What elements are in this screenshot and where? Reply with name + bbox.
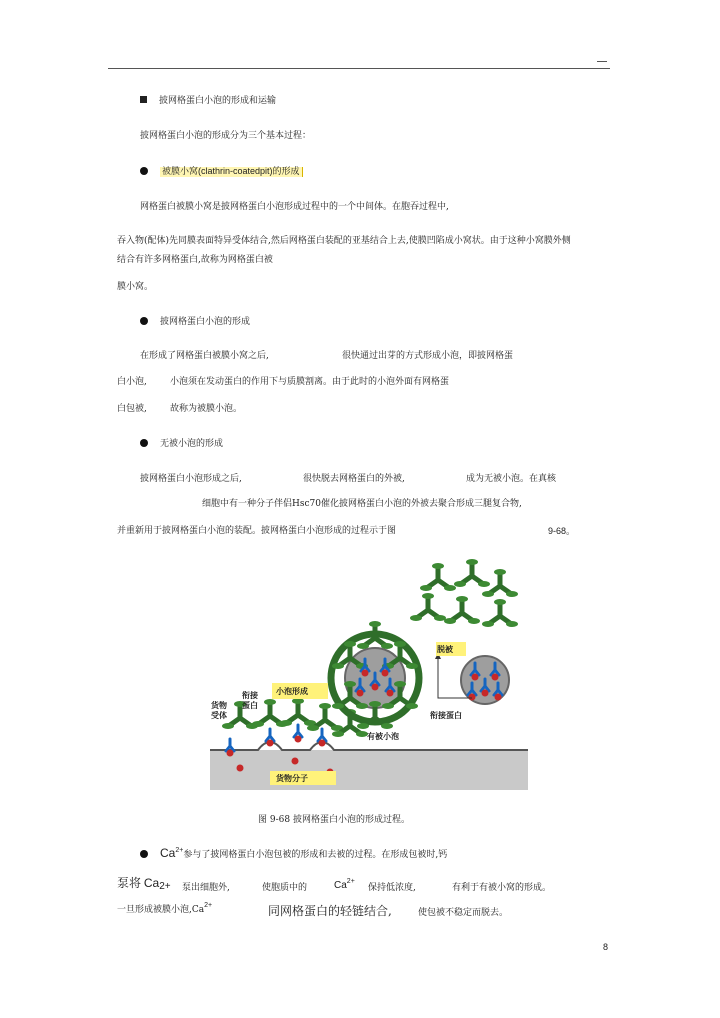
paragraph-line: 白小泡, bbox=[117, 377, 147, 387]
paragraph-line: 膜小窝。 bbox=[117, 282, 154, 292]
label-uncoat: 脱被 bbox=[437, 644, 453, 654]
paragraph-line: 吞入物(配体)先同膜表面特异受体结合,然后网格蛋白装配的亚基结合上去,使膜凹陷成小窝状。由于这种小窝膜外侧 bbox=[117, 236, 571, 246]
ca-ion: $Ca^{2+}$ bbox=[334, 878, 355, 891]
paragraph-line: 故称为被膜小泡。 bbox=[170, 404, 243, 414]
paragraph-line: 并重新用于披网格蛋白小泡的装配。披网格蛋白小泡形成的过程示于图 bbox=[117, 526, 397, 536]
paragraph-line: 披网格蛋白小泡形成之后, bbox=[140, 474, 242, 484]
bullet-icon bbox=[140, 439, 148, 447]
paragraph-line: 同网格蛋白的轻链结合, bbox=[268, 904, 392, 918]
figure-reference: 9-68。 bbox=[548, 526, 576, 536]
label-adaptor-right: 衔接蛋白 bbox=[430, 710, 462, 720]
paragraph-line: 使包被不稳定而脱去。 bbox=[418, 908, 509, 918]
paragraph-line: 保持低浓度, bbox=[368, 883, 416, 893]
bullet-icon bbox=[140, 167, 148, 175]
paragraph-line: 有利于有被小窝的形成。 bbox=[452, 883, 552, 893]
label-coated-vesicle: 有被小泡 bbox=[367, 731, 399, 741]
paragraph-line: 很快通过出芽的方式形成小泡，即披网格蛋 bbox=[342, 351, 514, 361]
section-heading: 披网格蛋白小泡的形成和运输 bbox=[140, 93, 276, 106]
ca-paragraph-line1: $Ca^{2+}$参与了披网格蛋白小泡包被的形成和去被的过程。在形成包被时,钙 bbox=[140, 846, 447, 860]
header-rule bbox=[108, 68, 610, 69]
step1-heading bbox=[140, 164, 303, 177]
paragraph-line: 成为无被小泡。在真核 bbox=[466, 474, 557, 484]
paragraph-line: 在形成了网格蛋白被膜小窝之后, bbox=[140, 351, 269, 361]
bullet-icon bbox=[140, 317, 148, 325]
paragraph-line: 白包被, bbox=[117, 404, 147, 414]
clathrin-vesicle-diagram bbox=[210, 558, 528, 790]
square-bullet-icon bbox=[140, 96, 147, 103]
label-cargo-receptor: 货物 受体 bbox=[211, 700, 227, 720]
label-cargo-molecule: 货物分子 bbox=[276, 773, 308, 783]
label-adaptor-left: 衔接 蛋白 bbox=[242, 690, 258, 710]
ca-paragraph-line2: 泵将 $Ca_{2+}$ bbox=[117, 876, 171, 892]
bullet-icon bbox=[140, 850, 148, 858]
plasma-membrane bbox=[210, 742, 528, 750]
page-number: 8 bbox=[603, 942, 609, 952]
paragraph-line: 泵出细胞外, bbox=[182, 883, 230, 893]
figure-caption: 图 9-68 披网格蛋白小泡的形成过程。 bbox=[258, 815, 410, 825]
membrane-region bbox=[210, 750, 528, 790]
highlighted-term: 被膜小窝(clathrin-coatedpit)的形成 bbox=[160, 167, 303, 177]
paragraph-line: 细胞中有一种分子伴侣Hsc70催化披网格蛋白小泡的外被去聚合形成三腿复合物, bbox=[202, 499, 522, 509]
step2-heading: 披网格蛋白小泡的形成 bbox=[140, 314, 250, 327]
paragraph-line: 网格蛋白被膜小窝是披网格蛋白小泡形成过程中的一个中间体。在胞吞过程中, bbox=[140, 202, 449, 212]
ca-paragraph-line3: 一旦形成被膜小泡$,Ca^{2+}$ bbox=[117, 902, 213, 915]
paragraph-line: 很快脱去网格蛋白的外被, bbox=[303, 474, 405, 484]
paragraph-line: 小泡须在发动蛋白的作用下与质膜割离。由于此时的小泡外面有网格蛋 bbox=[170, 377, 450, 387]
figure-9-68 bbox=[210, 558, 528, 790]
paragraph-line: 结合有许多网格蛋白,故称为网格蛋白被 bbox=[117, 255, 273, 265]
paragraph-line: 使胞质中的 bbox=[262, 883, 308, 893]
step3-heading: 无被小泡的形成 bbox=[140, 436, 223, 449]
header-dash bbox=[597, 61, 607, 62]
section-intro: 披网格蛋白小泡的形成分为三个基本过程： bbox=[140, 131, 312, 141]
label-vesicle-formation: 小泡形成 bbox=[276, 686, 308, 696]
